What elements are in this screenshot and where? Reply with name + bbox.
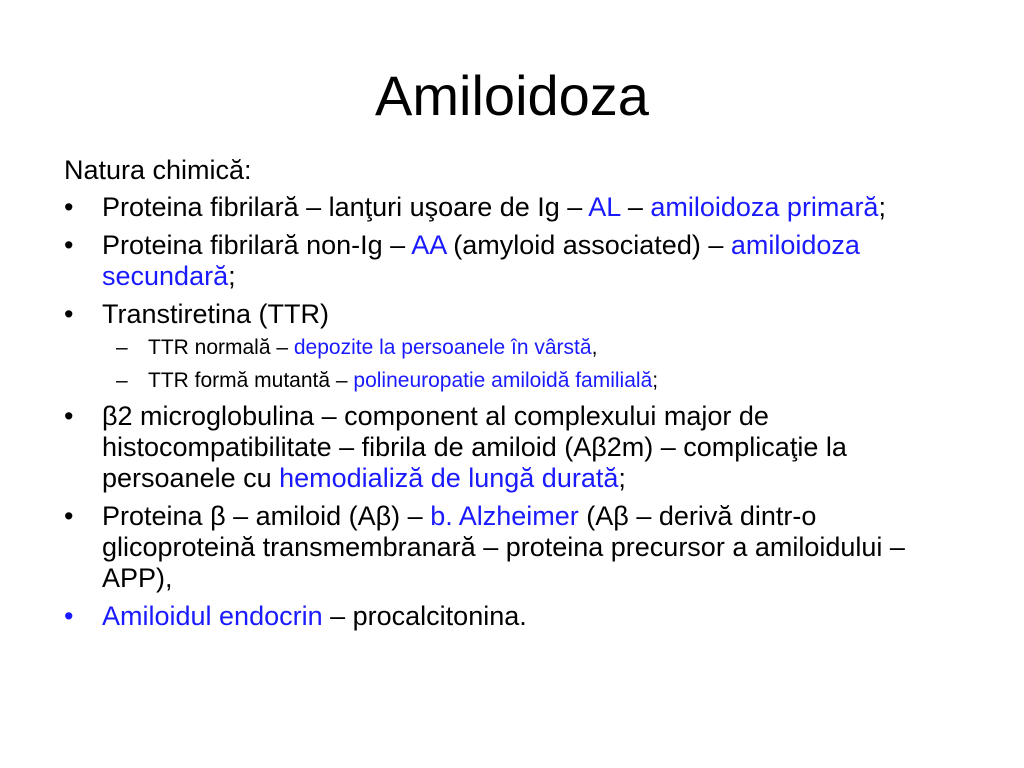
bullet-icon: • (64, 601, 74, 631)
item-highlight: hemodializă de lungă durată (279, 463, 619, 493)
item-text: Proteina fibrilară – lanţuri uşoare de Ig – (102, 192, 589, 222)
item-text: β2 microglobulina – component al complexului major de histocompatibilitate – fibrila de amiloid (Aβ2m) – complicaţie la persoanele cu (102, 401, 847, 493)
sub-item-text: TTR formă mutantă – (148, 369, 354, 392)
list-item (64, 230, 964, 292)
slide-content (64, 155, 964, 639)
sub-item-highlight: depozite la persoanele în vârstă (293, 336, 592, 359)
item-highlight: amiloidoza primară (650, 192, 879, 222)
sub-item-text: TTR normală – (148, 336, 294, 359)
bullet-list (64, 192, 964, 632)
item-highlight: b. Alzheimer (430, 501, 579, 531)
sub-item-highlight: polineuropatie amiloidă familială (353, 369, 653, 392)
list-item (64, 401, 964, 494)
item-text: ; (618, 463, 626, 493)
item-text: (Aβ – derivă dintr-o glicoproteină transmembranară – proteina precursor a amiloidului – APP), (102, 501, 905, 593)
item-highlight: amiloidoza secundară (102, 230, 860, 291)
item-text: Proteina fibrilară non-Ig – (102, 230, 412, 260)
list-item (64, 601, 964, 632)
intro-text: Natura chimică: (64, 155, 252, 185)
item-text: (amyloid associated) – (445, 230, 731, 260)
bullet-icon: • (64, 299, 74, 329)
item-text: – (620, 192, 651, 222)
sub-list-item (102, 334, 964, 361)
dash-icon: – (116, 336, 128, 359)
bullet-icon: • (64, 401, 74, 431)
item-text: Transtiretina (TTR) (102, 299, 330, 329)
bullet-icon: • (64, 192, 74, 222)
bullet-icon: • (64, 230, 74, 260)
slide-title: Amiloidoza (375, 64, 649, 127)
sub-list-item (102, 367, 964, 394)
item-text: Proteina β – amiloid (Aβ) – (102, 501, 431, 531)
list-item (64, 299, 964, 394)
item-text: – procalcitonina. (322, 601, 527, 631)
sub-list (102, 334, 964, 394)
item-highlight: Amiloidul endocrin (102, 601, 323, 631)
sub-item-text: , (591, 336, 598, 359)
bullet-icon: • (64, 501, 74, 531)
sub-item-text: ; (652, 369, 659, 392)
dash-icon: – (116, 369, 128, 392)
item-text: ; (878, 192, 886, 222)
list-item (64, 192, 964, 223)
item-highlight: AL (588, 192, 621, 222)
item-highlight: AA (411, 230, 446, 260)
list-item (64, 501, 964, 594)
item-text: ; (228, 261, 236, 291)
